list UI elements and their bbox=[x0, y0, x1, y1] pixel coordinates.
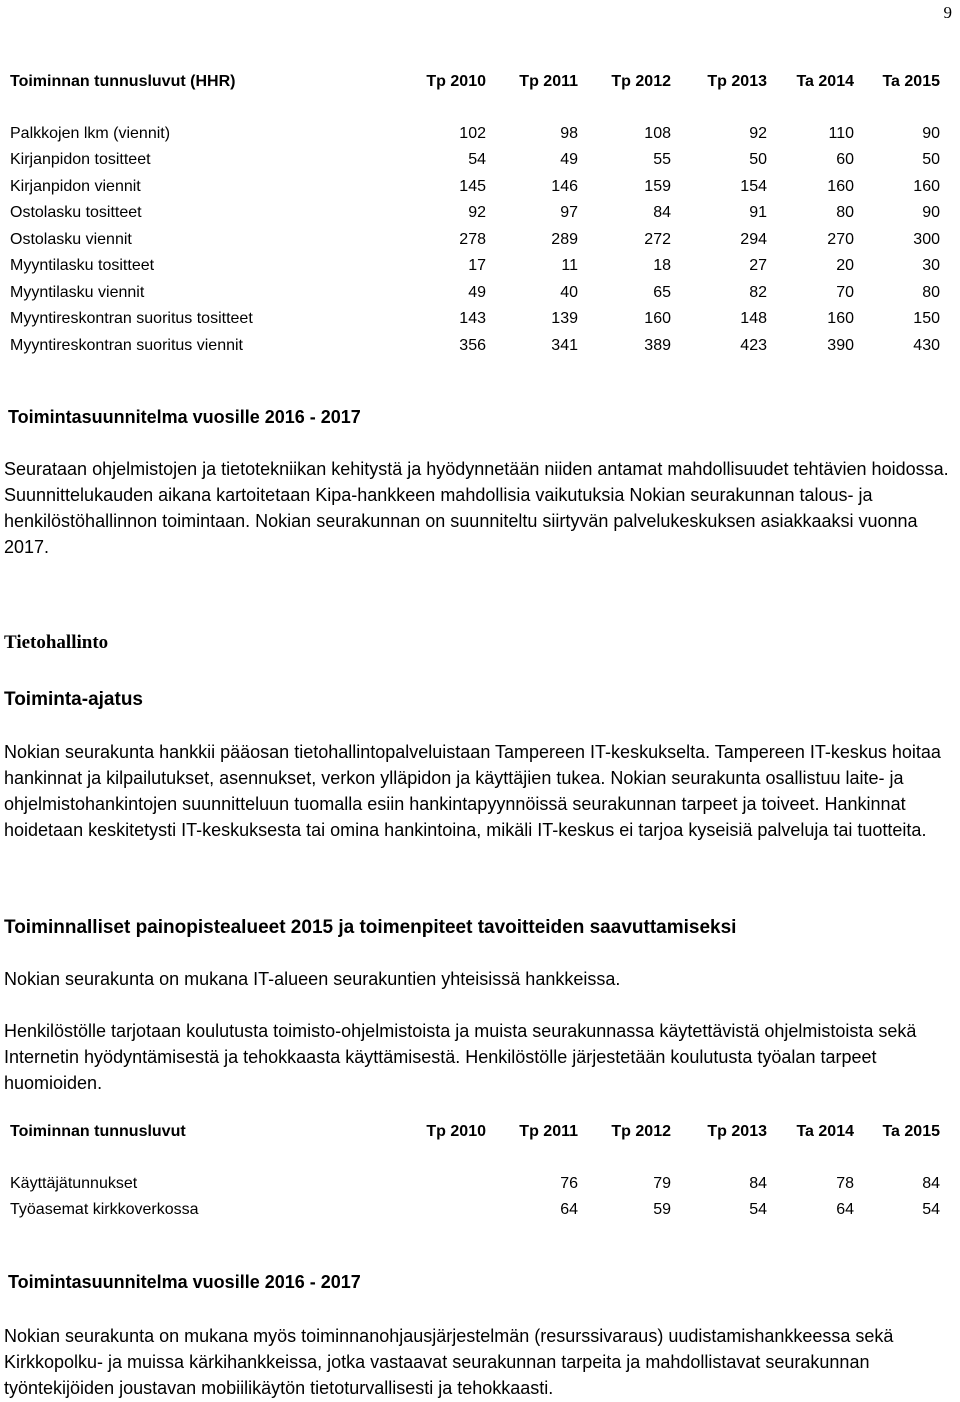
table-cell: 148 bbox=[740, 310, 767, 327]
table-cell: 145 bbox=[459, 177, 486, 195]
row-label: Kirjanpidon viennit bbox=[10, 177, 141, 195]
table-cell bbox=[394, 1171, 486, 1198]
table-cell: 160 bbox=[827, 310, 854, 327]
table-cell: 49 bbox=[560, 151, 578, 168]
column-header: Ta 2015 bbox=[882, 1123, 940, 1140]
table-row bbox=[10, 306, 940, 333]
plan-2-paragraph: Nokian seurakunta on mukana myös toiminnanohjausjärjestelmän (resurssivaraus) uudistamishankkeessa sekä Kirkkopolku- ja muissa kärkihankkeissa, jotka vastaavat seurakunnan tarpeita ja mahdollistavat seurakunnan työntekijöiden joustavan mobiilikäytön tietoturvallisesti ja tehokkaasti. bbox=[4, 1326, 894, 1398]
table-cell: 98 bbox=[560, 124, 578, 142]
table-cell: 430 bbox=[913, 336, 940, 354]
table-cell: 64 bbox=[836, 1201, 854, 1218]
table-row bbox=[10, 333, 940, 360]
table-row bbox=[10, 227, 940, 254]
table-cell: 59 bbox=[653, 1201, 671, 1218]
table-cell: 64 bbox=[560, 1201, 578, 1218]
row-label: Myyntilasku tositteet bbox=[10, 257, 155, 274]
table-cell: 159 bbox=[644, 177, 671, 195]
column-header: Tp 2013 bbox=[707, 73, 767, 90]
table-title: Toiminnan tunnusluvut (HHR) bbox=[10, 73, 236, 90]
table-cell: 108 bbox=[644, 124, 671, 142]
table-cell: 49 bbox=[468, 283, 486, 301]
table-cell: 65 bbox=[653, 283, 671, 301]
table-cell: 79 bbox=[653, 1174, 671, 1192]
row-label: Kirjanpidon tositteet bbox=[10, 151, 151, 168]
table-row bbox=[10, 147, 940, 174]
table-cell: 70 bbox=[836, 283, 854, 301]
table-cell: 90 bbox=[922, 124, 940, 142]
section-title-tietohallinto: Tietohallinto bbox=[4, 632, 109, 653]
table-cell: 60 bbox=[836, 151, 854, 168]
table-cell: 160 bbox=[827, 177, 854, 195]
table-cell: 160 bbox=[913, 177, 940, 195]
table-cell: 150 bbox=[913, 310, 940, 327]
table-cell: 50 bbox=[749, 151, 767, 168]
section-heading-painopistealueet: Toiminnalliset painopistealueet 2015 ja toimenpiteet tavoitteiden saavuttamiseksi bbox=[4, 917, 737, 938]
table-cell: 102 bbox=[459, 124, 486, 142]
table-row bbox=[10, 174, 940, 201]
table-cell: 341 bbox=[551, 336, 578, 354]
row-label: Käyttäjätunnukset bbox=[10, 1174, 138, 1192]
column-header: Tp 2012 bbox=[611, 1123, 671, 1140]
table-cell: 300 bbox=[913, 230, 940, 248]
stats-table-hhr bbox=[10, 69, 940, 359]
column-header: Tp 2012 bbox=[611, 73, 671, 90]
table-header-row bbox=[10, 1119, 940, 1146]
plan-1-paragraph: Seurataan ohjelmistojen ja tietotekniikan kehitystä ja hyödynnetään niiden antamat mahdollisuudet tehtävien hoidossa. Suunnittelukauden aikana kartoitetaan Kipa-hankkeen mahdollisia vaikutuksia Nokian seurakunnan talous- ja henkilöstöhallinnon toimintaan. Nokian seurakunnan on suunniteltu siirtyvän palvelukeskuksen asiakkaaksi vuonna 2017. bbox=[4, 459, 949, 557]
column-header: Tp 2013 bbox=[707, 1123, 767, 1140]
row-label: Työasemat kirkkoverkossa bbox=[10, 1201, 199, 1218]
table-cell: 54 bbox=[922, 1201, 940, 1218]
table-cell: 55 bbox=[653, 151, 671, 168]
table-row bbox=[10, 1197, 940, 1224]
table-cell: 27 bbox=[749, 257, 767, 274]
column-header: Ta 2014 bbox=[796, 73, 854, 90]
table-cell: 146 bbox=[551, 177, 578, 195]
toiminta-ajatus-paragraph: Nokian seurakunta hankkii pääosan tietohallintopalveluistaan Tampereen IT-keskukselta. Tampereen IT-keskus hoitaa hankinnat ja kilpailutukset, asennukset, verkon ylläpidon ja käyttäjien tukea. Nokian seurakunta osallistuu laite- ja ohjelmistohankintojen suunnitteluun tuomalla esiin hankintapyynnöissä seurakunnan tarpeet ja toiveet. Hankinnat hoidetaan keskitetysti IT-keskuksesta tai omina hankintoina, mikäli IT-keskus ei tarjoa kyseisiä palveluja tai tuotteita. bbox=[4, 742, 941, 840]
table-cell: 30 bbox=[922, 257, 940, 274]
table-row bbox=[10, 253, 940, 280]
section-heading-toiminta-ajatus: Toiminta-ajatus bbox=[4, 689, 143, 710]
table-cell: 390 bbox=[827, 336, 854, 354]
table-cell: 270 bbox=[827, 230, 854, 248]
row-label: Myyntireskontran suoritus viennit bbox=[10, 336, 243, 354]
table-cell: 80 bbox=[836, 204, 854, 221]
row-label: Palkkojen lkm (viennit) bbox=[10, 124, 171, 142]
table-cell: 389 bbox=[644, 336, 671, 354]
painopiste-paragraph-1: Nokian seurakunta on mukana IT-alueen seurakuntien yhteisissä hankkeissa. bbox=[4, 969, 621, 989]
column-header: Tp 2011 bbox=[519, 73, 578, 90]
table-cell: 54 bbox=[749, 1201, 767, 1218]
row-label: Myyntireskontran suoritus tositteet bbox=[10, 310, 253, 327]
table-cell: 110 bbox=[828, 124, 854, 142]
table-cell: 91 bbox=[749, 204, 767, 221]
table-cell: 272 bbox=[644, 230, 671, 248]
page-number: 9 bbox=[943, 3, 952, 22]
table-cell: 278 bbox=[459, 230, 486, 248]
table-row bbox=[10, 121, 940, 148]
table-cell: 423 bbox=[740, 336, 767, 354]
table-cell: 139 bbox=[551, 310, 578, 327]
table-cell: 289 bbox=[551, 230, 578, 248]
painopiste-paragraph-2: Henkilöstölle tarjotaan koulutusta toimisto-ohjelmistoista ja muista seurakunnassa käytettävistä ohjelmistoista sekä Internetin hyödyntämisestä ja tehokkaasta käyttämisestä. Henkilöstölle järjestetään koulutusta työalan tarpeet huomioiden. bbox=[4, 1021, 917, 1093]
row-label: Ostolasku tositteet bbox=[10, 204, 142, 221]
table-cell: 160 bbox=[644, 310, 671, 327]
table-cell: 40 bbox=[560, 283, 578, 301]
table-cell: 84 bbox=[749, 1174, 767, 1192]
table-row bbox=[10, 280, 940, 307]
table-header-row bbox=[10, 69, 940, 96]
section-heading-plan-1: Toimintasuunnitelma vuosille 2016 - 2017 bbox=[8, 407, 361, 427]
table-cell: 17 bbox=[468, 257, 486, 274]
column-header: Ta 2014 bbox=[796, 1123, 854, 1140]
table-cell: 82 bbox=[749, 283, 767, 301]
table-cell: 92 bbox=[749, 124, 767, 142]
table-row bbox=[10, 200, 940, 227]
table-cell bbox=[394, 1197, 486, 1224]
table-cell: 97 bbox=[560, 204, 578, 221]
table-cell: 90 bbox=[922, 204, 940, 221]
row-label: Myyntilasku viennit bbox=[10, 283, 145, 301]
table-cell: 92 bbox=[468, 204, 486, 221]
table-title: Toiminnan tunnusluvut bbox=[10, 1123, 186, 1140]
row-label: Ostolasku viennit bbox=[10, 230, 132, 248]
section-heading-plan-2: Toimintasuunnitelma vuosille 2016 - 2017 bbox=[8, 1272, 361, 1292]
table-cell: 20 bbox=[836, 257, 854, 274]
table-cell: 78 bbox=[836, 1174, 854, 1192]
table-row bbox=[10, 1171, 940, 1198]
table-cell: 294 bbox=[740, 230, 767, 248]
stats-table-it bbox=[10, 1119, 940, 1224]
table-cell: 154 bbox=[740, 177, 767, 195]
column-header: Tp 2010 bbox=[426, 73, 486, 90]
column-header: Tp 2010 bbox=[426, 1123, 486, 1140]
table-cell: 84 bbox=[922, 1174, 940, 1192]
column-header: Ta 2015 bbox=[882, 73, 940, 90]
table-cell: 11 bbox=[561, 257, 578, 274]
table-cell: 18 bbox=[653, 257, 671, 274]
table-cell: 143 bbox=[459, 310, 486, 327]
table-cell: 84 bbox=[653, 204, 671, 221]
table-cell: 76 bbox=[560, 1174, 578, 1192]
table-cell: 356 bbox=[459, 336, 486, 354]
table-cell: 80 bbox=[922, 283, 940, 301]
table-cell: 54 bbox=[468, 151, 486, 168]
column-header: Tp 2011 bbox=[519, 1123, 578, 1140]
table-cell: 50 bbox=[922, 151, 940, 168]
